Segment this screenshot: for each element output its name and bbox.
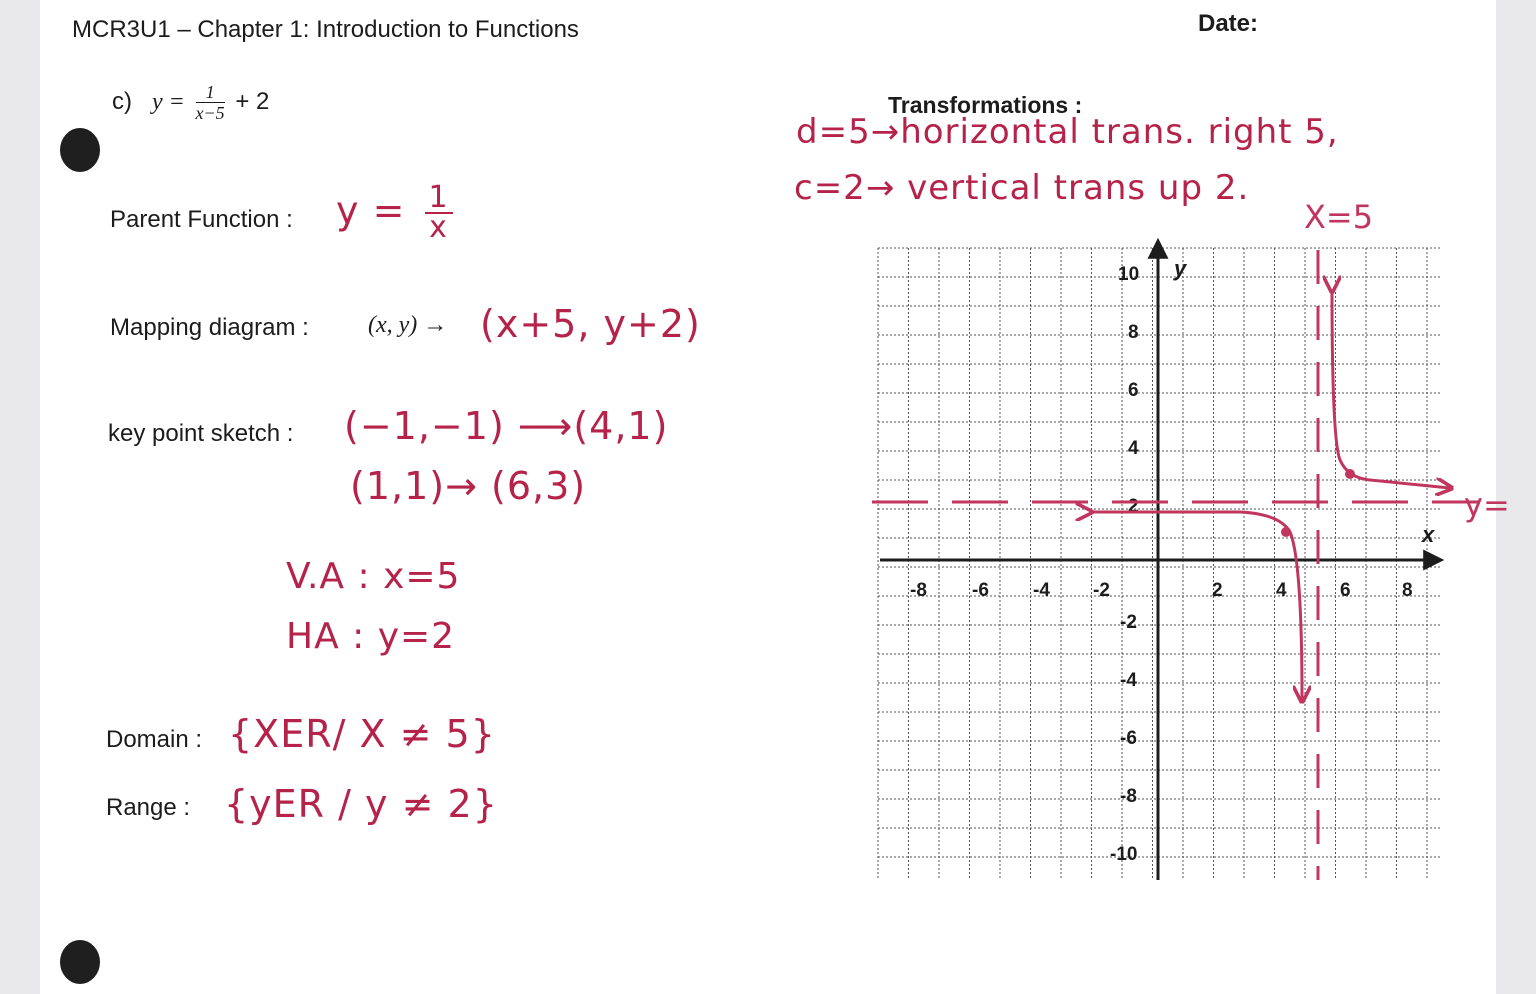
equation-rhs: + 2 — [235, 87, 270, 115]
mapping-label: Mapping diagram : — [110, 314, 309, 341]
range-answer: {yER / y ≠ 2} — [224, 782, 498, 826]
y-tick-label: -4 — [1120, 670, 1137, 691]
parent-function-numerator: 1 — [425, 184, 453, 214]
y-tick-label: 8 — [1128, 322, 1139, 343]
y-tick-label: 2 — [1128, 496, 1139, 517]
y-tick-label: -10 — [1110, 844, 1138, 865]
horizontal-asymptote: HA : y=2 — [286, 616, 456, 657]
x-tick-label: 8 — [1402, 580, 1413, 601]
equation-denominator: x−5 — [195, 103, 225, 123]
x-tick-label: -8 — [910, 580, 927, 601]
y-tick-label: -2 — [1120, 612, 1137, 633]
parent-function-lhs: y = — [336, 188, 406, 233]
x-tick-labels — [910, 580, 1413, 601]
date-label: Date: — [1198, 10, 1259, 37]
x-tick-label: -4 — [1033, 580, 1050, 601]
x-tick-label: 6 — [1340, 580, 1351, 601]
domain-answer: {XER/ X ≠ 5} — [228, 712, 496, 756]
worksheet-page — [40, 0, 1510, 994]
key-point-line-1: (−1,−1) ⟶(4,1) — [344, 404, 669, 448]
key-point-line-2: (1,1)→ (6,3) — [350, 464, 587, 508]
key-point-4-1 — [1281, 527, 1291, 537]
range-label: Range : — [106, 794, 191, 821]
vertical-asymptote: V.A : x=5 — [286, 556, 461, 597]
student-sketch — [872, 198, 1510, 880]
graph-grid — [878, 248, 1442, 878]
parent-function-label: Parent Function : — [110, 206, 293, 233]
y-axis-label: y — [1174, 256, 1187, 281]
mapping-rule: (x, y) → — [368, 312, 448, 338]
transformation-graph — [40, 0, 1510, 994]
ha-graph-label: y= — [1464, 486, 1510, 524]
parent-function-denominator: x — [429, 210, 448, 245]
hyperbola-right-branch — [1332, 290, 1450, 488]
problem-label: c) — [112, 87, 132, 115]
course-title: MCR3U1 – Chapter 1: Introduction to Functions — [72, 16, 579, 43]
y-tick-label: 4 — [1128, 438, 1139, 459]
y-tick-label: 6 — [1128, 380, 1139, 401]
x-tick-label: 4 — [1276, 580, 1287, 601]
domain-label: Domain : — [106, 726, 203, 753]
equation-lhs: y = — [152, 88, 185, 115]
y-tick-label: -6 — [1120, 728, 1137, 749]
y-tick-labels — [1110, 264, 1139, 865]
key-point-6-3 — [1345, 469, 1355, 479]
x-tick-label: -6 — [972, 580, 989, 601]
key-point-label: key point sketch : — [108, 420, 294, 447]
x-tick-label: -2 — [1093, 580, 1110, 601]
transformations-label: Transformations : — [888, 92, 1083, 118]
graph-axes — [880, 242, 1440, 880]
y-tick-label: 10 — [1118, 264, 1140, 285]
equation-numerator: 1 — [196, 82, 225, 103]
x-axis-label: x — [1422, 522, 1435, 547]
va-graph-label: X=5 — [1304, 198, 1374, 236]
mapping-answer: (x+5, y+2) — [480, 302, 701, 346]
x-tick-label: 2 — [1212, 580, 1223, 601]
transformation-line-2: c=2→ vertical trans up 2. — [794, 168, 1250, 208]
y-tick-label: -8 — [1120, 786, 1137, 807]
transformation-line-1: d=5→horizontal trans. right 5, — [796, 112, 1339, 152]
